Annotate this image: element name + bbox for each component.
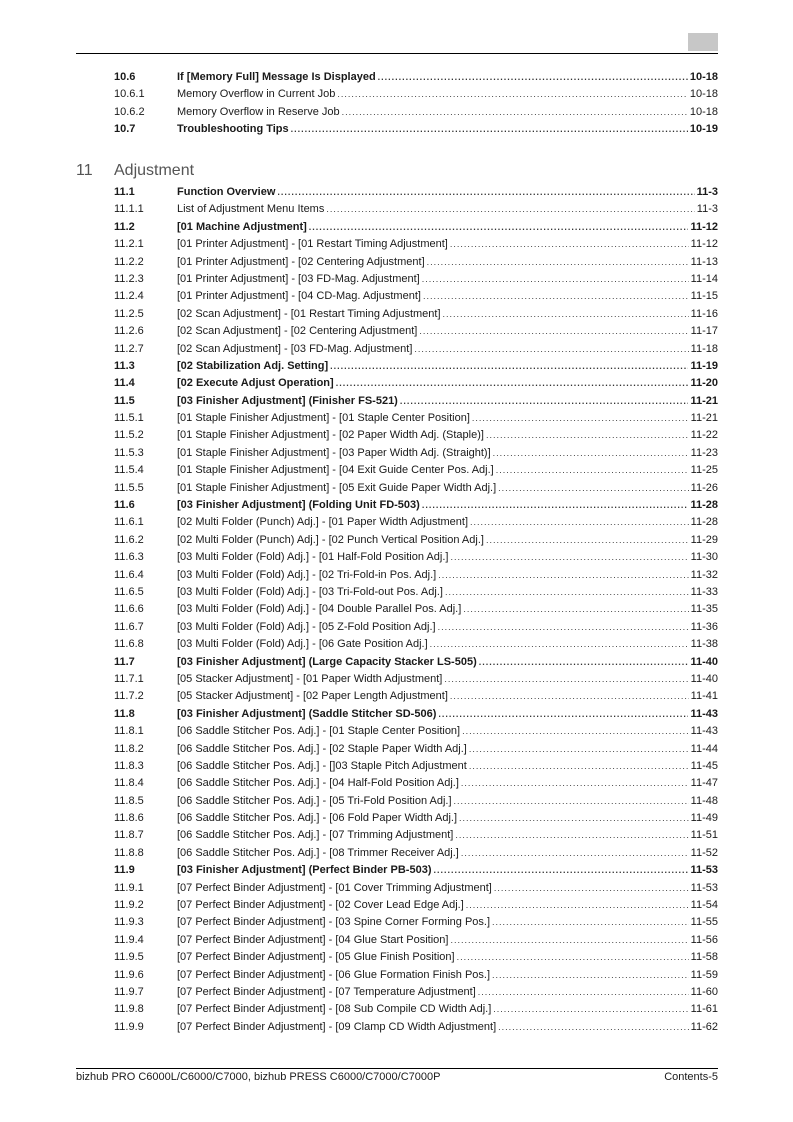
dot-leader bbox=[496, 465, 689, 475]
toc-entry-title: [07 Perfect Binder Adjustment] - [07 Temperature Adjustment] bbox=[177, 985, 476, 998]
toc-entry-title: [01 Staple Finisher Adjustment] - [03 Paper Width Adj. (Straight)] bbox=[177, 446, 491, 459]
toc-entry[interactable] bbox=[114, 464, 718, 481]
toc-entry[interactable] bbox=[114, 273, 718, 290]
toc-entry-number: 11.9.1 bbox=[114, 881, 144, 894]
toc-entry-number: 11.2.5 bbox=[114, 307, 144, 320]
toc-entry[interactable] bbox=[114, 586, 718, 603]
toc-entry-number: 11.2 bbox=[114, 220, 135, 233]
dot-leader bbox=[462, 726, 689, 736]
toc-entry-number: 11.6.4 bbox=[114, 568, 144, 581]
dot-leader bbox=[414, 344, 688, 354]
dot-leader bbox=[463, 604, 688, 614]
toc-entry[interactable] bbox=[114, 290, 718, 307]
toc-entry-page: 10-18 bbox=[689, 105, 718, 118]
toc-entry-number: 11.8.6 bbox=[114, 812, 144, 825]
toc-entry-number: 11.6.6 bbox=[114, 603, 144, 616]
toc-entry-page: 11-18 bbox=[690, 342, 718, 355]
toc-entry-title: [05 Stacker Adjustment] - [01 Paper Width Adjustment] bbox=[177, 672, 443, 685]
dot-leader bbox=[378, 72, 688, 82]
toc-entry[interactable] bbox=[114, 395, 718, 412]
toc-entry[interactable] bbox=[114, 412, 718, 429]
toc-entry[interactable] bbox=[114, 308, 718, 325]
toc-entry-page: 11-12 bbox=[690, 220, 718, 233]
toc-entry[interactable] bbox=[114, 882, 718, 899]
toc-entry-page: 11-17 bbox=[690, 325, 718, 338]
toc-entry-title: [03 Finisher Adjustment] (Finisher FS-521) bbox=[177, 394, 398, 407]
dot-leader bbox=[419, 326, 688, 336]
toc-entry[interactable] bbox=[114, 986, 718, 1003]
dot-leader bbox=[336, 378, 689, 388]
toc-entry-title: [06 Saddle Stitcher Pos. Adj.] - [08 Trimmer Receiver Adj.] bbox=[177, 846, 459, 859]
toc-entry[interactable] bbox=[114, 916, 718, 933]
dot-leader bbox=[438, 570, 688, 580]
dot-leader bbox=[427, 257, 689, 267]
toc-entry-page: 11-3 bbox=[696, 203, 718, 216]
toc-entry[interactable] bbox=[114, 847, 718, 864]
toc-entry[interactable] bbox=[114, 725, 718, 742]
toc-entry-number: 11.8.5 bbox=[114, 794, 144, 807]
toc-entry-page: 11-41 bbox=[690, 690, 718, 703]
toc-entry-number: 11.5.3 bbox=[114, 446, 144, 459]
toc-entry[interactable] bbox=[114, 969, 718, 986]
toc-entry[interactable] bbox=[114, 186, 718, 203]
toc-entry-number: 11.8.7 bbox=[114, 829, 144, 842]
toc-entry[interactable] bbox=[114, 482, 718, 499]
toc-entry-title: [02 Scan Adjustment] - [01 Restart Timing Adjustment] bbox=[177, 307, 441, 320]
dot-leader bbox=[479, 657, 689, 667]
toc-entry-number: 11.2.4 bbox=[114, 290, 144, 303]
toc-entry-number: 11.1 bbox=[114, 186, 135, 198]
dot-leader bbox=[486, 430, 689, 440]
toc-entry-title: [03 Multi Folder (Fold) Adj.] - [04 Double Parallel Pos. Adj.] bbox=[177, 603, 462, 616]
toc-entry-page: 11-21 bbox=[690, 412, 718, 425]
toc-entry-number: 11.6.3 bbox=[114, 551, 144, 564]
toc-entry-page: 11-59 bbox=[690, 968, 718, 981]
toc-entry[interactable] bbox=[114, 777, 718, 794]
toc-entry[interactable] bbox=[114, 638, 718, 655]
toc-entry-title: [06 Saddle Stitcher Pos. Adj.] - [07 Trimming Adjustment] bbox=[177, 829, 454, 842]
toc-entry-title: List of Adjustment Menu Items bbox=[177, 203, 325, 216]
toc-entry[interactable] bbox=[114, 447, 718, 464]
toc-entry[interactable] bbox=[114, 88, 718, 105]
toc-entry-number: 10.6.1 bbox=[114, 88, 145, 101]
dot-leader bbox=[277, 187, 694, 197]
toc-entry[interactable] bbox=[114, 690, 718, 707]
toc-entry-page: 10-18 bbox=[689, 88, 718, 101]
toc-entry-title: [03 Multi Folder (Fold) Adj.] - [06 Gate Position Adj.] bbox=[177, 638, 428, 651]
toc-entry[interactable] bbox=[114, 621, 718, 638]
toc-entry[interactable] bbox=[114, 1021, 718, 1038]
toc-entry-number: 11.9.5 bbox=[114, 951, 144, 964]
dot-leader bbox=[493, 1004, 688, 1014]
toc-entry-title: [06 Saddle Stitcher Pos. Adj.] - [04 Half-Fold Position Adj.] bbox=[177, 777, 459, 790]
toc-entry-number: 10.7 bbox=[114, 123, 136, 136]
toc-entry-title: [07 Perfect Binder Adjustment] - [03 Spine Corner Forming Pos.] bbox=[177, 916, 491, 929]
toc-entry[interactable] bbox=[114, 829, 718, 846]
dot-leader bbox=[326, 204, 694, 214]
toc-entry-title: [01 Printer Adjustment] - [01 Restart Timing Adjustment] bbox=[177, 238, 448, 251]
toc-entry-title: [03 Multi Folder (Fold) Adj.] - [01 Half-Fold Position Adj.] bbox=[177, 551, 449, 564]
dot-leader bbox=[400, 396, 689, 406]
toc-entry[interactable] bbox=[114, 708, 718, 725]
toc-entry[interactable] bbox=[114, 256, 718, 273]
toc-entry-title: [02 Scan Adjustment] - [03 FD-Mag. Adjustment] bbox=[177, 342, 413, 355]
dot-leader bbox=[457, 952, 689, 962]
toc-entry[interactable] bbox=[114, 238, 718, 255]
toc-entry-title: [03 Finisher Adjustment] (Saddle Stitcher SD-506) bbox=[177, 707, 437, 720]
toc-entry-number: 11.9.4 bbox=[114, 933, 144, 946]
toc-entry-page: 11-49 bbox=[690, 812, 718, 825]
toc-entry-page: 11-35 bbox=[690, 603, 718, 616]
toc-entry-page: 11-28 bbox=[690, 516, 718, 529]
dot-leader bbox=[342, 107, 688, 117]
toc-entry-page: 11-16 bbox=[690, 307, 718, 320]
toc-entry-title: [07 Perfect Binder Adjustment] - [08 Sub Compile CD Width Adj.] bbox=[177, 1003, 492, 1016]
toc-entry[interactable] bbox=[114, 569, 718, 586]
toc-entry-page: 11-60 bbox=[690, 985, 718, 998]
toc-entry[interactable] bbox=[114, 864, 718, 881]
toc-entry-number: 11.7.1 bbox=[114, 672, 144, 685]
toc-entry[interactable] bbox=[114, 106, 718, 123]
toc-entry-page: 11-3 bbox=[696, 186, 718, 198]
toc-entry-page: 11-36 bbox=[690, 620, 718, 633]
toc-entry-page: 11-62 bbox=[690, 1020, 718, 1033]
chapter-number: 11 bbox=[76, 162, 93, 179]
toc-entry-title: [07 Perfect Binder Adjustment] - [04 Glue Start Position] bbox=[177, 933, 449, 946]
toc-entry-title: [01 Printer Adjustment] - [04 CD-Mag. Adjustment] bbox=[177, 290, 421, 303]
toc-entry-number: 11.2.2 bbox=[114, 255, 144, 268]
toc-entry-page: 11-54 bbox=[690, 899, 718, 912]
dot-leader bbox=[443, 309, 689, 319]
header-rule bbox=[76, 53, 718, 54]
toc-entry[interactable] bbox=[114, 71, 718, 88]
toc-entry-title: [03 Finisher Adjustment] (Folding Unit FD-503) bbox=[177, 499, 420, 512]
dot-leader bbox=[438, 622, 689, 632]
toc-entry-number: 11.2.6 bbox=[114, 325, 144, 338]
footer-rule bbox=[76, 1068, 718, 1069]
dot-leader bbox=[492, 917, 689, 927]
dot-leader bbox=[498, 1022, 689, 1032]
toc-entry-title: [07 Perfect Binder Adjustment] - [02 Cover Lead Edge Adj.] bbox=[177, 899, 464, 912]
toc-entry-number: 11.9.2 bbox=[114, 899, 144, 912]
header-tab-marker bbox=[688, 33, 718, 51]
toc-entry-title: [07 Perfect Binder Adjustment] - [05 Glue Finish Position] bbox=[177, 951, 455, 964]
toc-entry-title: [02 Stabilization Adj. Setting] bbox=[177, 359, 329, 372]
toc-entry[interactable] bbox=[114, 534, 718, 551]
toc-entry[interactable] bbox=[114, 203, 718, 220]
toc-entry[interactable] bbox=[114, 551, 718, 568]
toc-entry-title: [07 Perfect Binder Adjustment] - [09 Clamp CD Width Adjustment] bbox=[177, 1020, 497, 1033]
dot-leader bbox=[450, 239, 689, 249]
toc-entry-title: [06 Saddle Stitcher Pos. Adj.] - [02 Staple Paper Width Adj.] bbox=[177, 742, 467, 755]
dot-leader bbox=[309, 222, 689, 232]
toc-entry-title: [07 Perfect Binder Adjustment] - [06 Glue Formation Finish Pos.] bbox=[177, 968, 491, 981]
toc-entry-title: [01 Printer Adjustment] - [02 Centering Adjustment] bbox=[177, 255, 425, 268]
toc-entry-number: 11.9 bbox=[114, 864, 135, 877]
toc-entry-page: 11-47 bbox=[690, 777, 718, 790]
dot-leader bbox=[438, 709, 688, 719]
toc-entry-title: [01 Staple Finisher Adjustment] - [01 Staple Center Position] bbox=[177, 412, 470, 425]
toc-entry-title: [02 Scan Adjustment] - [02 Centering Adjustment] bbox=[177, 325, 418, 338]
dot-leader bbox=[493, 448, 689, 458]
dot-leader bbox=[455, 830, 688, 840]
toc-entry-number: 11.5.1 bbox=[114, 412, 144, 425]
toc-entry-number: 11.9.7 bbox=[114, 985, 144, 998]
toc-entry-page: 11-56 bbox=[690, 933, 718, 946]
toc-entry[interactable] bbox=[114, 899, 718, 916]
dot-leader bbox=[450, 691, 689, 701]
toc-entry-number: 11.3 bbox=[114, 359, 135, 372]
toc-entry-number: 11.6.8 bbox=[114, 638, 144, 651]
toc-entry[interactable] bbox=[114, 377, 718, 394]
dot-leader bbox=[461, 848, 689, 858]
dot-leader bbox=[469, 761, 689, 771]
toc-entry[interactable] bbox=[114, 760, 718, 777]
toc-entry-number: 11.8 bbox=[114, 707, 135, 720]
toc-entry-page: 11-32 bbox=[690, 568, 718, 581]
toc-entry-page: 11-61 bbox=[690, 1003, 718, 1016]
dot-leader bbox=[466, 900, 689, 910]
dot-leader bbox=[291, 124, 688, 134]
toc-entry-number: 10.6.2 bbox=[114, 105, 145, 118]
toc-entry[interactable] bbox=[114, 123, 718, 140]
toc-entry[interactable] bbox=[114, 743, 718, 760]
toc-entry-title: [02 Execute Adjust Operation] bbox=[177, 377, 334, 390]
dot-leader bbox=[445, 587, 689, 597]
toc-entry-page: 11-53 bbox=[690, 864, 718, 877]
toc-entry-number: 11.5.4 bbox=[114, 464, 144, 477]
toc-entry-page: 11-25 bbox=[690, 464, 718, 477]
toc-entry-page: 11-15 bbox=[690, 290, 718, 303]
toc-section-10 bbox=[114, 71, 718, 141]
toc-entry-number: 11.9.8 bbox=[114, 1003, 144, 1016]
toc-entry[interactable] bbox=[114, 360, 718, 377]
dot-leader bbox=[459, 813, 689, 823]
toc-entry-number: 11.6.7 bbox=[114, 620, 144, 633]
toc-entry-number: 11.8.4 bbox=[114, 777, 144, 790]
toc-entry-number: 11.9.9 bbox=[114, 1020, 144, 1033]
toc-entry-number: 11.8.8 bbox=[114, 846, 144, 859]
toc-entry-page: 11-28 bbox=[690, 499, 718, 512]
toc-entry-page: 11-29 bbox=[690, 533, 718, 546]
toc-entry-page: 11-58 bbox=[690, 951, 718, 964]
toc-entry-number: 11.2.1 bbox=[114, 238, 144, 251]
toc-entry-page: 11-26 bbox=[690, 481, 718, 494]
dot-leader bbox=[433, 865, 688, 875]
toc-entry-number: 11.4 bbox=[114, 377, 135, 390]
toc-entry-title: [01 Staple Finisher Adjustment] - [02 Paper Width Adj. (Staple)] bbox=[177, 429, 484, 442]
toc-entry-page: 11-30 bbox=[690, 551, 718, 564]
toc-entry-title: [06 Saddle Stitcher Pos. Adj.] - [01 Staple Center Position] bbox=[177, 725, 461, 738]
toc-entry[interactable] bbox=[114, 499, 718, 516]
dot-leader bbox=[472, 413, 689, 423]
toc-entry-number: 11.2.3 bbox=[114, 272, 144, 285]
toc-entry-title: [05 Stacker Adjustment] - [02 Paper Length Adjustment] bbox=[177, 690, 448, 703]
toc-entry-number: 11.9.3 bbox=[114, 916, 144, 929]
toc-entry[interactable] bbox=[114, 325, 718, 342]
toc-entry-page: 11-22 bbox=[690, 429, 718, 442]
toc-entry-page: 11-23 bbox=[690, 446, 718, 459]
dot-leader bbox=[444, 674, 688, 684]
dot-leader bbox=[494, 883, 689, 893]
toc-entry-page: 11-53 bbox=[690, 881, 718, 894]
toc-entry-title: [06 Saddle Stitcher Pos. Adj.] - [06 Fold Paper Width Adj.] bbox=[177, 812, 458, 825]
toc-entry-number: 11.1.1 bbox=[114, 203, 144, 216]
toc-entry-title: [01 Staple Finisher Adjustment] - [04 Exit Guide Center Pos. Adj.] bbox=[177, 464, 494, 477]
dot-leader bbox=[337, 89, 688, 99]
toc-entry-page: 11-44 bbox=[690, 742, 718, 755]
toc-entry-title: Memory Overflow in Reserve Job bbox=[177, 105, 340, 118]
dot-leader bbox=[423, 291, 689, 301]
dot-leader bbox=[450, 552, 688, 562]
toc-entry-page: 11-20 bbox=[690, 377, 718, 390]
toc-entry-title: [01 Staple Finisher Adjustment] - [05 Exit Guide Paper Width Adj.] bbox=[177, 481, 497, 494]
toc-entry-title: [01 Machine Adjustment] bbox=[177, 220, 307, 233]
toc-entry-page: 11-48 bbox=[690, 794, 718, 807]
dot-leader bbox=[430, 639, 689, 649]
toc-entry-title: [02 Multi Folder (Punch) Adj.] - [01 Paper Width Adjustment] bbox=[177, 516, 469, 529]
toc-entry-page: 11-43 bbox=[690, 707, 718, 720]
toc-entry-number: 11.6.1 bbox=[114, 516, 144, 529]
toc-entry-title: [03 Multi Folder (Fold) Adj.] - [02 Tri-Fold-in Pos. Adj.] bbox=[177, 568, 437, 581]
dot-leader bbox=[330, 361, 688, 371]
dot-leader bbox=[422, 274, 689, 284]
toc-entry-page: 11-21 bbox=[690, 394, 718, 407]
toc-entry-number: 11.2.7 bbox=[114, 342, 144, 355]
toc-entry-page: 11-12 bbox=[690, 238, 718, 251]
dot-leader bbox=[450, 935, 688, 945]
toc-entry-title: [06 Saddle Stitcher Pos. Adj.] - [05 Tri-Fold Position Adj.] bbox=[177, 794, 452, 807]
toc-entry-title: Memory Overflow in Current Job bbox=[177, 88, 336, 101]
toc-entry-number: 11.7.2 bbox=[114, 690, 144, 703]
toc-entry-number: 11.9.6 bbox=[114, 968, 144, 981]
toc-entry-page: 11-38 bbox=[690, 638, 718, 651]
dot-leader bbox=[454, 796, 689, 806]
toc-entry-page: 11-40 bbox=[690, 655, 718, 668]
toc-entry[interactable] bbox=[114, 934, 718, 951]
toc-entry-number: 11.5.5 bbox=[114, 481, 144, 494]
toc-entry-page: 10-18 bbox=[689, 71, 718, 83]
toc-entry-number: 11.5.2 bbox=[114, 429, 144, 442]
toc-entry[interactable] bbox=[114, 951, 718, 968]
dot-leader bbox=[478, 987, 689, 997]
toc-entry-title: [01 Printer Adjustment] - [03 FD-Mag. Adjustment] bbox=[177, 272, 420, 285]
toc-entry-title: Troubleshooting Tips bbox=[177, 123, 289, 136]
toc-entry[interactable] bbox=[114, 221, 718, 238]
toc-entry-page: 10-19 bbox=[689, 123, 718, 136]
footer-page-label: Contents-5 bbox=[664, 1071, 718, 1083]
toc-entry-title: [03 Finisher Adjustment] (Large Capacity Stacker LS-505) bbox=[177, 655, 477, 668]
toc-entry-page: 11-40 bbox=[690, 672, 718, 685]
toc-entry-number: 11.5 bbox=[114, 394, 135, 407]
toc-entry[interactable] bbox=[114, 656, 718, 673]
dot-leader bbox=[470, 517, 689, 527]
toc-entry-number: 11.6 bbox=[114, 499, 135, 512]
toc-entry-page: 11-14 bbox=[690, 272, 718, 285]
toc-entry[interactable] bbox=[114, 603, 718, 620]
toc-entry-title: [03 Multi Folder (Fold) Adj.] - [03 Tri-Fold-out Pos. Adj.] bbox=[177, 585, 443, 598]
toc-entry-title: If [Memory Full] Message Is Displayed bbox=[177, 71, 376, 83]
dot-leader bbox=[461, 778, 689, 788]
toc-entry-title: [02 Multi Folder (Punch) Adj.] - [02 Punch Vertical Position Adj.] bbox=[177, 533, 484, 546]
toc-entry-number: 11.6.2 bbox=[114, 533, 144, 546]
dot-leader bbox=[486, 535, 689, 545]
toc-entry-number: 10.6 bbox=[114, 71, 136, 83]
toc-section-11 bbox=[114, 186, 718, 1038]
toc-entry-title: Function Overview bbox=[177, 186, 276, 198]
toc-entry[interactable] bbox=[114, 795, 718, 812]
dot-leader bbox=[422, 500, 689, 510]
toc-entry[interactable] bbox=[114, 429, 718, 446]
toc-entry-number: 11.8.3 bbox=[114, 759, 144, 772]
toc-entry-page: 11-55 bbox=[690, 916, 718, 929]
toc-entry-title: [03 Finisher Adjustment] (Perfect Binder PB-503) bbox=[177, 864, 432, 877]
toc-entry[interactable] bbox=[114, 343, 718, 360]
toc-entry-page: 11-43 bbox=[690, 725, 718, 738]
toc-entry-page: 11-52 bbox=[690, 846, 718, 859]
toc-entry[interactable] bbox=[114, 516, 718, 533]
toc-entry-page: 11-51 bbox=[690, 829, 718, 842]
toc-entry[interactable] bbox=[114, 673, 718, 690]
dot-leader bbox=[469, 744, 689, 754]
toc-entry-number: 11.7 bbox=[114, 655, 135, 668]
dot-leader bbox=[498, 483, 689, 493]
toc-entry-title: [06 Saddle Stitcher Pos. Adj.] - []03 Staple Pitch Adjustment bbox=[177, 759, 467, 772]
toc-entry-number: 11.8.1 bbox=[114, 725, 144, 738]
toc-entry-page: 11-33 bbox=[690, 585, 718, 598]
toc-entry[interactable] bbox=[114, 1003, 718, 1020]
toc-entry-number: 11.8.2 bbox=[114, 742, 144, 755]
toc-entry[interactable] bbox=[114, 812, 718, 829]
dot-leader bbox=[492, 970, 689, 980]
chapter-title: Adjustment bbox=[114, 162, 195, 179]
toc-entry-page: 11-45 bbox=[690, 759, 718, 772]
toc-entry-title: [07 Perfect Binder Adjustment] - [01 Cover Trimming Adjustment] bbox=[177, 881, 492, 894]
toc-entry-page: 11-19 bbox=[690, 359, 718, 372]
chapter-heading bbox=[76, 162, 194, 180]
toc-entry-number: 11.6.5 bbox=[114, 585, 144, 598]
toc-entry-page: 11-13 bbox=[690, 255, 718, 268]
footer-product-name: bizhub PRO C6000L/C6000/C7000, bizhub PRESS C6000/C7000/C7000P bbox=[76, 1071, 441, 1083]
toc-entry-title: [03 Multi Folder (Fold) Adj.] - [05 Z-Fold Position Adj.] bbox=[177, 620, 436, 633]
